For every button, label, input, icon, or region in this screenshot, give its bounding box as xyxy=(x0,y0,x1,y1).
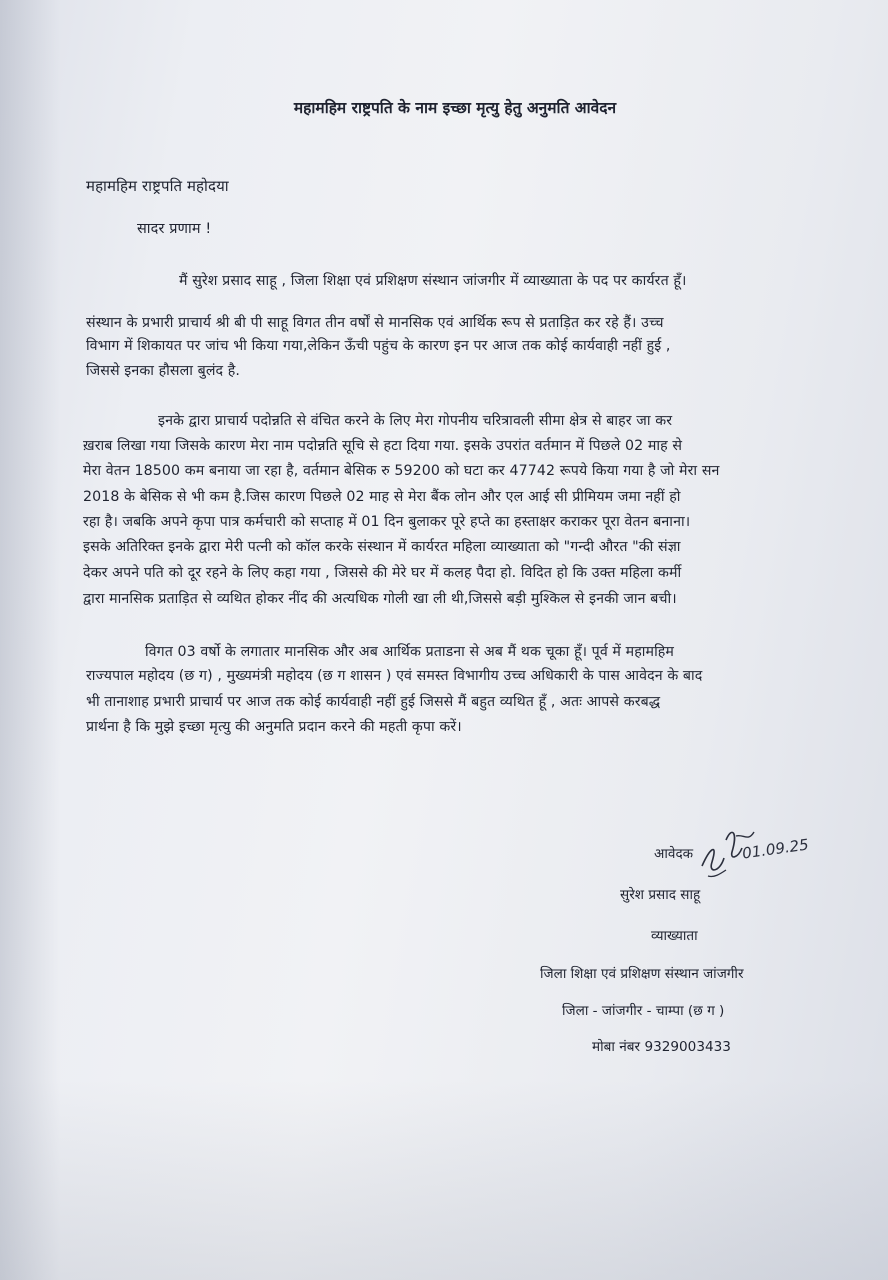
greeting: सादर प्रणाम ! xyxy=(137,221,212,237)
applicant-mobile: मोबा नंबर 9329003433 xyxy=(592,1039,731,1055)
body-line: प्रार्थना है कि मुझे इच्छा मृत्यु की अनुमति प्रदान करने की महती कृपा करें। xyxy=(86,719,462,735)
applicant-district: जिला - जांजगीर - चाम्पा (छ ग ) xyxy=(562,1003,725,1019)
applicant-label: आवेदक xyxy=(654,846,694,862)
body-line: विगत 03 वर्षो के लगातार मानसिक और अब आर्थिक प्रताडना से अब मैं थक चूका हूँ। पूर्व में महामहिम xyxy=(145,644,674,660)
page-shadow-bottom xyxy=(0,1080,888,1280)
body-line: संस्थान के प्रभारी प्राचार्य श्री बी पी साहू विगत तीन वर्षों से मानसिक एवं आर्थिक रूप से प्रताड़ित कर रहे हैं। उच्च xyxy=(86,315,664,331)
body-line: इनके द्वारा प्राचार्य पदोन्नति से वंचित करने के लिए मेरा गोपनीय चरित्रावली सीमा क्षेत्र से बाहर जा कर xyxy=(158,413,673,429)
body-line: 2018 के बेसिक से भी कम है.जिस कारण पिछले 02 माह से मेरा बैंक लोन और एल आई सी प्रीमियम जमा नहीं हो xyxy=(83,489,681,505)
body-line: रहा है। जबकि अपने कृपा पात्र कर्मचारी को सप्ताह में 01 दिन बुलाकर पूरे हप्ते का हस्ताक्षर कराकर पूरा वेतन बनाना। xyxy=(83,514,691,530)
body-line: द्वारा मानसिक प्रताड़ित से व्यथित होकर नींद की अत्यधिक गोली खा ली थी,जिससे बड़ी मुश्किल से इनकी जान बची। xyxy=(83,591,677,607)
body-line: देकर अपने पति को दूर रहने के लिए कहा गया , जिससे की मेरे घर में कलह पैदा हो. विदित हो कि उक्त महिला कर्मी xyxy=(83,565,682,581)
body-line: मेरा वेतन 18500 कम बनाया जा रहा है, वर्तमान बेसिक रु 59200 को घटा कर 47742 रूपये किया गया है जो मेरा सन xyxy=(83,463,720,479)
body-line: विभाग में शिकायत पर जांच भी किया गया,लेकिन ऊँची पहुंच के कारण इन पर आज तक कोई कार्यवाही नहीं हुई , xyxy=(86,338,671,354)
signature-date: 01.09.25 xyxy=(741,835,810,863)
body-line: जिससे इनका हौसला बुलंद है. xyxy=(86,363,241,379)
body-line: राज्यपाल महोदय (छ ग) , मुख्यमंत्री महोदय (छ ग शासन ) एवं समस्त विभागीय उच्च अधिकारी के पास आवेदन के बाद xyxy=(86,668,703,684)
applicant-designation: व्याख्याता xyxy=(651,928,698,944)
applicant-institute: जिला शिक्षा एवं प्रशिक्षण संस्थान जांजगीर xyxy=(540,966,744,982)
applicant-name: सुरेश प्रसाद साहू xyxy=(620,887,701,903)
body-line: इसके अतिरिक्त इनके द्वारा मेरी पत्नी को कॉल करके संस्थान में कार्यरत महिला व्याख्याता को "गन्दी औरत "की संज्ञा xyxy=(83,539,681,555)
body-line: मैं सुरेश प्रसाद साहू , जिला शिक्षा एवं प्रशिक्षण संस्थान जांजगीर में व्याख्याता के पद पर कार्यरत हूँ। xyxy=(179,273,687,289)
body-line: ख़राब लिखा गया जिसके कारण मेरा नाम पदोन्नति सूचि से हटा दिया गया. इसके उपरांत वर्तमान में पिछले 02 माह से xyxy=(83,438,683,454)
salutation: महामहिम राष्ट्रपति महोदया xyxy=(86,177,229,195)
body-line: भी तानाशाह प्रभारी प्राचार्य पर आज तक कोई कार्यवाही नहीं हुई जिससे मैं बहुत व्यथित हूँ , अतः आपसे करबद्ध xyxy=(86,694,661,710)
letter-title: महामहिम राष्ट्रपति के नाम इच्छा मृत्यु हेतु अनुमति आवेदन xyxy=(293,99,617,117)
